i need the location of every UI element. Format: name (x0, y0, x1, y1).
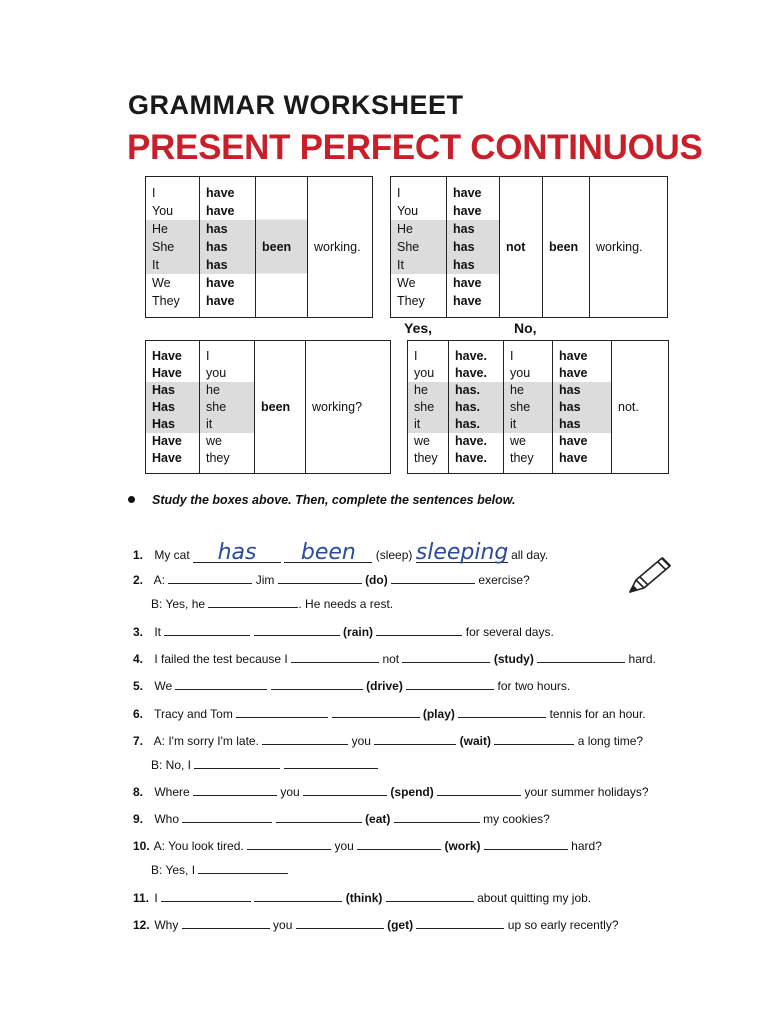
exercise-7-reply (151, 756, 378, 773)
auxiliary: have. (455, 450, 487, 465)
answer-blank[interactable] (254, 889, 342, 902)
no-pronoun-column (504, 348, 552, 467)
answer-blank[interactable] (175, 677, 267, 690)
exercise-text: It (154, 625, 162, 639)
answer-blank[interactable] (208, 595, 298, 608)
answer-blank[interactable] (164, 623, 250, 636)
auxiliary: have (559, 348, 588, 363)
answer-blank[interactable] (247, 837, 331, 850)
been-cell: been (543, 177, 590, 318)
exercise-number: 6. (133, 707, 144, 721)
auxiliary: have (453, 186, 482, 200)
exercise-text: up so early recently? (507, 918, 619, 932)
exercise-text: Why (154, 918, 179, 932)
exercise-6 (133, 705, 646, 722)
verb-hint: (play) (422, 707, 455, 721)
answer-blank[interactable] (332, 705, 420, 718)
answer-blank[interactable] (278, 571, 362, 584)
answer-blank[interactable] (284, 756, 378, 769)
answer-blank[interactable] (296, 916, 384, 929)
exercise-9 (133, 810, 550, 827)
pronoun: I (510, 348, 514, 363)
exercise-7 (133, 732, 643, 749)
auxiliary-column (146, 348, 199, 467)
answer-blank[interactable] (494, 732, 574, 745)
verb-cell: working? (306, 341, 391, 474)
exercise-text: you (334, 839, 354, 853)
exercise-text: hard. (628, 652, 656, 666)
pronoun: it (200, 416, 254, 433)
exercise-number: 9. (133, 812, 144, 826)
pronoun: It (391, 256, 446, 274)
verb-hint: (drive) (366, 679, 403, 693)
verb-hint: (sleep) (375, 548, 413, 562)
pronoun: you (414, 365, 435, 380)
answer-blank[interactable] (291, 650, 379, 663)
exercise-text: Jim (255, 573, 275, 587)
exercise-text: a long time? (577, 734, 644, 748)
answer-blank[interactable] (194, 756, 280, 769)
pronoun: It (146, 256, 199, 274)
auxiliary: has. (449, 382, 503, 399)
not-cell: not (500, 177, 543, 318)
exercise-text: Where (154, 785, 190, 799)
exercise-text: all day. (511, 548, 549, 562)
exercise-text: you (280, 785, 300, 799)
exercise-text: you (273, 918, 293, 932)
auxiliary: Has (146, 382, 199, 399)
short-answer-table (407, 340, 669, 474)
pronoun-column (200, 348, 254, 467)
auxiliary: has (553, 382, 611, 399)
auxiliary: has. (449, 416, 503, 433)
instruction-text: Study the boxes above. Then, complete the sentences below. (152, 493, 516, 507)
exercise-text: tennis for an hour. (549, 707, 646, 721)
auxiliary: have (559, 450, 588, 465)
answer-blank[interactable] (391, 571, 475, 584)
auxiliary: has (447, 220, 499, 238)
exercise-text: for two hours. (497, 679, 571, 693)
auxiliary: have. (455, 365, 487, 380)
exercise-number: 1. (133, 548, 144, 562)
verb-hint: (wait) (459, 734, 492, 748)
exercise-text: B: No, I (151, 758, 192, 772)
answer-blank[interactable] (182, 810, 272, 823)
pronoun-column (146, 184, 199, 310)
pronoun: I (206, 348, 210, 363)
answer-blank[interactable]: sleeping (415, 540, 509, 565)
exercise-8 (133, 783, 649, 800)
pronoun: They (152, 294, 180, 308)
exercise-number: 2. (133, 573, 144, 587)
verb-cell: working. (308, 177, 373, 318)
answer-blank[interactable] (303, 783, 387, 796)
pronoun: she (408, 399, 448, 416)
exercise-2-reply (151, 595, 393, 612)
answer-blank[interactable]: been (284, 544, 372, 563)
worksheet-title: GRAMMAR WORKSHEET (128, 90, 464, 120)
exercise-text: B: Yes, he (151, 597, 206, 611)
auxiliary: have (206, 204, 235, 218)
verb-hint: (think) (345, 891, 383, 905)
exercise-text: you (351, 734, 371, 748)
answer-blank[interactable] (458, 705, 546, 718)
answer-blank[interactable] (262, 732, 348, 745)
pronoun: She (146, 238, 199, 256)
auxiliary: has (200, 238, 255, 256)
answer-blank[interactable] (198, 861, 288, 874)
negative-table (390, 176, 668, 318)
exercise-10-reply (151, 861, 288, 878)
exercise-number: 4. (133, 652, 144, 666)
answer-blank[interactable] (193, 783, 277, 796)
answer-blank[interactable] (406, 677, 494, 690)
answer-blank[interactable] (537, 650, 625, 663)
pronoun: He (146, 220, 199, 238)
verb-cell: working. (590, 177, 668, 318)
auxiliary: Have (152, 365, 182, 380)
answer-blank[interactable] (394, 810, 480, 823)
pronoun: You (152, 204, 174, 218)
pronoun: we (414, 433, 430, 448)
auxiliary: has (447, 256, 499, 274)
exercise-10 (133, 837, 602, 854)
pronoun: I (397, 186, 401, 200)
pronoun: he (408, 382, 448, 399)
auxiliary: have (453, 294, 482, 308)
auxiliary: have (559, 365, 588, 380)
pronoun: it (504, 416, 552, 433)
exercise-text: . He needs a rest. (298, 597, 394, 611)
exercise-11 (133, 889, 591, 906)
question-table (145, 340, 391, 474)
been-cell: been (255, 341, 306, 474)
answer-blank[interactable] (161, 889, 251, 902)
answer-blank[interactable] (182, 916, 270, 929)
answer-blank[interactable]: has (193, 544, 281, 563)
auxiliary: Have (152, 450, 182, 465)
exercise-text: your summer holidays? (524, 785, 649, 799)
pronoun: We (152, 276, 171, 290)
exercise-1 (133, 540, 549, 565)
pronoun: you (206, 365, 227, 380)
verb-hint: (do) (365, 573, 388, 587)
pronoun: They (397, 294, 425, 308)
auxiliary: has (447, 238, 499, 256)
verb-hint: (study) (493, 652, 534, 666)
worksheet-subtitle: PRESENT PERFECT CONTINUOUS (127, 128, 703, 167)
answer-blank[interactable] (437, 783, 521, 796)
exercise-text: Tracy and Tom (154, 707, 233, 721)
answer-blank[interactable] (374, 732, 456, 745)
answer-blank[interactable] (276, 810, 362, 823)
answer-blank[interactable] (357, 837, 441, 850)
auxiliary: Have (152, 433, 182, 448)
answer-blank[interactable] (236, 705, 328, 718)
pronoun: it (408, 416, 448, 433)
auxiliary: has. (449, 399, 503, 416)
exercise-text: Who (154, 812, 180, 826)
verb-hint: (rain) (343, 625, 374, 639)
pronoun: We (397, 276, 416, 290)
auxiliary: have (453, 276, 482, 290)
exercise-text: My cat (154, 548, 190, 562)
pronoun: She (391, 238, 446, 256)
exercise-text: A: I'm sorry I'm late. (153, 734, 259, 748)
affirmative-table (145, 176, 373, 318)
auxiliary: Has (146, 399, 199, 416)
auxiliary-column (447, 184, 499, 310)
exercise-number: 7. (133, 734, 144, 748)
yes-label: Yes, (404, 320, 433, 336)
pronoun: He (391, 220, 446, 238)
answer-blank[interactable] (416, 916, 504, 929)
yes-pronoun-column (408, 348, 448, 467)
auxiliary: has (553, 416, 611, 433)
exercise-12 (133, 916, 619, 933)
exercise-text: exercise? (478, 573, 530, 587)
pronoun: they (414, 450, 438, 465)
auxiliary: have (206, 276, 235, 290)
exercise-5 (133, 677, 570, 694)
answer-blank[interactable] (168, 571, 252, 584)
exercise-number: 5. (133, 679, 144, 693)
auxiliary: Has (146, 416, 199, 433)
exercise-text: I failed the test because I (154, 652, 288, 666)
pronoun-column (391, 184, 446, 310)
exercise-4 (133, 650, 656, 667)
auxiliary: have (559, 433, 588, 448)
yes-auxiliary-column (449, 348, 503, 467)
exercise-text: A: (153, 573, 166, 587)
verb-hint: (spend) (390, 785, 434, 799)
verb-hint: (eat) (365, 812, 391, 826)
exercise-text: not (382, 652, 400, 666)
pronoun: I (152, 186, 156, 200)
exercise-text: I (154, 891, 158, 905)
pronoun: she (504, 399, 552, 416)
no-auxiliary-column (553, 348, 611, 467)
pronoun: You (397, 204, 419, 218)
exercise-number: 8. (133, 785, 144, 799)
pronoun: we (510, 433, 526, 448)
exercise-number: 12. (133, 918, 150, 932)
verb-hint: (get) (387, 918, 414, 932)
pronoun: they (206, 450, 230, 465)
answer-blank[interactable] (271, 677, 363, 690)
pronoun: he (200, 382, 254, 399)
exercise-text: about quitting my job. (477, 891, 592, 905)
exercise-number: 11. (133, 891, 150, 905)
auxiliary: has (553, 399, 611, 416)
auxiliary: has (200, 220, 255, 238)
answer-blank[interactable] (386, 889, 474, 902)
pronoun: you (510, 365, 531, 380)
auxiliary: Have (152, 348, 182, 363)
answer-blank[interactable] (484, 837, 568, 850)
verb-hint: (work) (444, 839, 481, 853)
no-label: No, (514, 320, 537, 336)
exercise-text: A: You look tired. (153, 839, 244, 853)
exercise-2 (133, 571, 530, 588)
exercise-3 (133, 623, 554, 640)
pronoun: I (414, 348, 418, 363)
exercise-number: 3. (133, 625, 144, 639)
answer-blank[interactable] (376, 623, 462, 636)
auxiliary: have. (455, 433, 487, 448)
pronoun: she (200, 399, 254, 416)
answer-blank[interactable] (254, 623, 340, 636)
exercise-text: B: Yes, I (151, 863, 196, 877)
exercise-text: We (154, 679, 173, 693)
answer-blank[interactable] (402, 650, 490, 663)
not-cell: not. (612, 341, 669, 474)
pronoun: he (504, 382, 552, 399)
been-cell: been (256, 177, 308, 318)
pronoun: they (510, 450, 534, 465)
pronoun: we (206, 433, 222, 448)
exercise-text: hard? (571, 839, 602, 853)
exercise-text: for several days. (465, 625, 554, 639)
pencil-icon (626, 552, 676, 598)
auxiliary: have (206, 186, 235, 200)
auxiliary: have (206, 294, 235, 308)
exercise-number: 10. (133, 839, 150, 853)
auxiliary-column (200, 184, 255, 310)
exercise-text: my cookies? (483, 812, 550, 826)
bullet-icon (128, 496, 135, 503)
auxiliary: have. (455, 348, 487, 363)
auxiliary: has (200, 256, 255, 274)
auxiliary: have (453, 204, 482, 218)
